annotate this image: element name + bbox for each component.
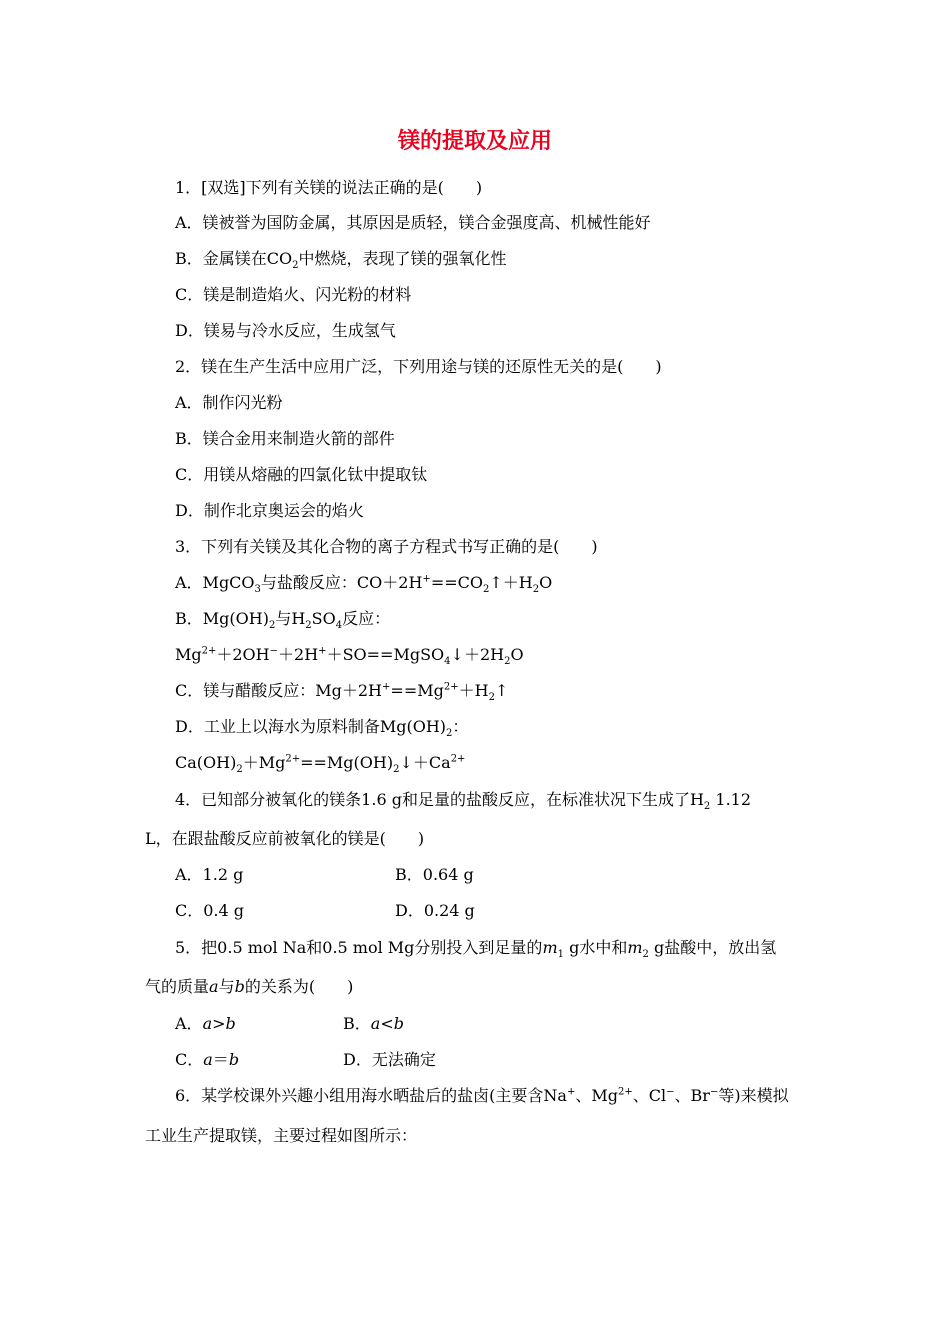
q1-option-b: B．金属镁在$CO_2$中燃烧，表现了镁的强氧化性 — [175, 249, 507, 272]
q5-option-c: C．a＝b — [175, 1050, 240, 1069]
q3-option-b-equation: $Mg^{2+}+2OH^-+2H^++SO==MgSO_4↓+2H_2O$ — [175, 645, 524, 668]
q2-stem: 2．镁在生产生活中应用广泛，下列用途与镁的还原性无关的是( ) — [175, 357, 662, 376]
q5-option-d: D．无法确定 — [343, 1050, 436, 1069]
q1-option-a: A．镁被誉为国防金属，其原因是质轻，镁合金强度高、机械性能好 — [175, 213, 651, 232]
q1-stem: 1．[双选]下列有关镁的说法正确的是( ) — [175, 178, 483, 197]
q3-stem: 3．下列有关镁及其化合物的离子方程式书写正确的是( ) — [175, 537, 598, 556]
q2-option-b: B．镁合金用来制造火箭的部件 — [175, 429, 395, 448]
q2-option-c: C．用镁从熔融的四氯化钛中提取钛 — [175, 465, 428, 484]
q3-option-c: C．镁与醋酸反应：$Mg+2H^+==Mg^{2+}+H_2↑$ — [175, 681, 509, 704]
q5-option-a: A．a>b — [175, 1014, 236, 1033]
q1-option-c: C．镁是制造焰火、闪光粉的材料 — [175, 285, 412, 304]
q4-stem-continued: L，在跟盐酸反应前被氧化的镁是( ) — [145, 829, 425, 848]
q4-stem: 4．已知部分被氧化的镁条1.6 g和足量的盐酸反应，在标准状况下生成了$H_2$ 1.12 — [175, 790, 752, 813]
q3-option-a: A．MgCO$_3$与盐酸反应：$CO+2H^+==CO_2↑+H_2O$ — [175, 573, 553, 596]
q3-option-d: D．工业上以海水为原料制备$Mg(OH)_2$： — [175, 717, 469, 740]
q4-option-c: C．0.4 g — [175, 901, 245, 920]
q5-stem: 5．把0.5 mol Na和0.5 mol Mg分别投入到足量的$m_1$ g水中和$m_2$ g盐酸中，放出氢 — [175, 938, 777, 961]
q4-option-d: D．0.24 g — [395, 901, 475, 920]
page-title: 镁的提取及应用 — [397, 129, 552, 154]
q6-stem: 6．某学校课外兴趣小组用海水晒盐后的盐卤(主要含Na+、$Mg^{2+}$、Cl−、Br−等)来模拟 — [175, 1086, 789, 1105]
q3-option-b: B．$Mg(OH)_2$与$H_2SO_4$反应： — [175, 609, 391, 632]
q6-stem-continued: 工业生产提取镁，主要过程如图所示： — [145, 1126, 418, 1145]
q5-option-b: B．a<b — [343, 1014, 404, 1033]
q4-option-b: B．0.64 g — [395, 865, 474, 884]
q5-stem-continued: 气的质量a与b的关系为( ) — [145, 977, 354, 996]
q2-option-a: A．制作闪光粉 — [175, 393, 283, 412]
q4-option-a: A．1.2 g — [175, 865, 244, 884]
q3-option-d-equation: $Ca(OH)_2+Mg^{2+}==Mg(OH)_2↓+Ca^{2+}$ — [175, 753, 466, 776]
q1-option-d: D．镁易与冷水反应，生成氢气 — [175, 321, 396, 340]
q2-option-d: D．制作北京奥运会的焰火 — [175, 501, 364, 520]
